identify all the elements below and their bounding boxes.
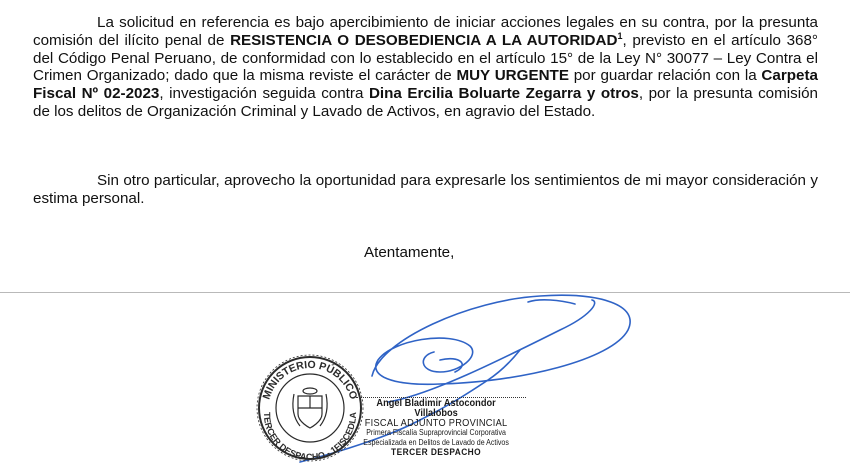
paragraph-request	[33, 14, 818, 121]
seal-top-text: MINISTERIO PÚBLICO	[260, 358, 360, 401]
official-seal	[257, 355, 363, 462]
text-run: , previsto en el artículo 368° del Código Penal Peruano, de conformidad con lo establecido en el artículo 15° de la Ley N° 30077 – Ley Contra el Crimen Organizado; dado que la misma reviste el carácter de	[33, 31, 818, 85]
paragraph-closing-remarks	[33, 172, 818, 208]
text-run: La solicitud en referencia es bajo apercibimiento de iniciar acciones legales en su contra, por la presunta comisión del ilícito penal de	[33, 14, 818, 49]
case-file-number: Carpeta Fiscal Nº 02-2023	[33, 67, 818, 103]
investigated-party: Dina Ercilia Boluarte Zegarra y otros	[368, 85, 639, 103]
crime-name: RESISTENCIA O DESOBEDIENCIA A LA AUTORIDAD	[230, 31, 618, 49]
text-run: , investigación seguida contra	[159, 85, 369, 103]
closing-salutation: Atentamente,	[364, 244, 455, 261]
text-run: , por la presunta comisión de los delitos de Organización Criminal y Lavado de Activos, en agravio del Estado.	[33, 85, 818, 120]
signatory-dispatch: TERCER DESPACHO	[391, 447, 482, 458]
urgency-label: MUY URGENTE	[456, 67, 569, 85]
signatory-name: Angel Bladimir Astocondor Villalobos	[376, 397, 496, 419]
footnote-marker: 1	[617, 30, 623, 41]
coat-of-arms-icon	[293, 388, 327, 428]
signatory-office-line-2: Especializada en Delitos de Lavado de Activos	[363, 438, 509, 447]
text-run: por guardar relación con la	[568, 67, 762, 85]
signatory-role: FISCAL ADJUNTO PROVINCIAL	[364, 417, 508, 429]
page-divider-line	[0, 292, 850, 293]
text-run: Sin otro particular, aprovecho la oportunidad para expresarle los sentimientos de mi mayor consideración y estima personal.	[33, 172, 818, 207]
signatory-block	[356, 398, 516, 458]
seal-bottom-text: TERCER DESPACHO - 1FISCEDLA	[261, 411, 359, 463]
signatory-office-line-1: Primera Fiscalía Supraprovincial Corporativa	[366, 428, 506, 437]
